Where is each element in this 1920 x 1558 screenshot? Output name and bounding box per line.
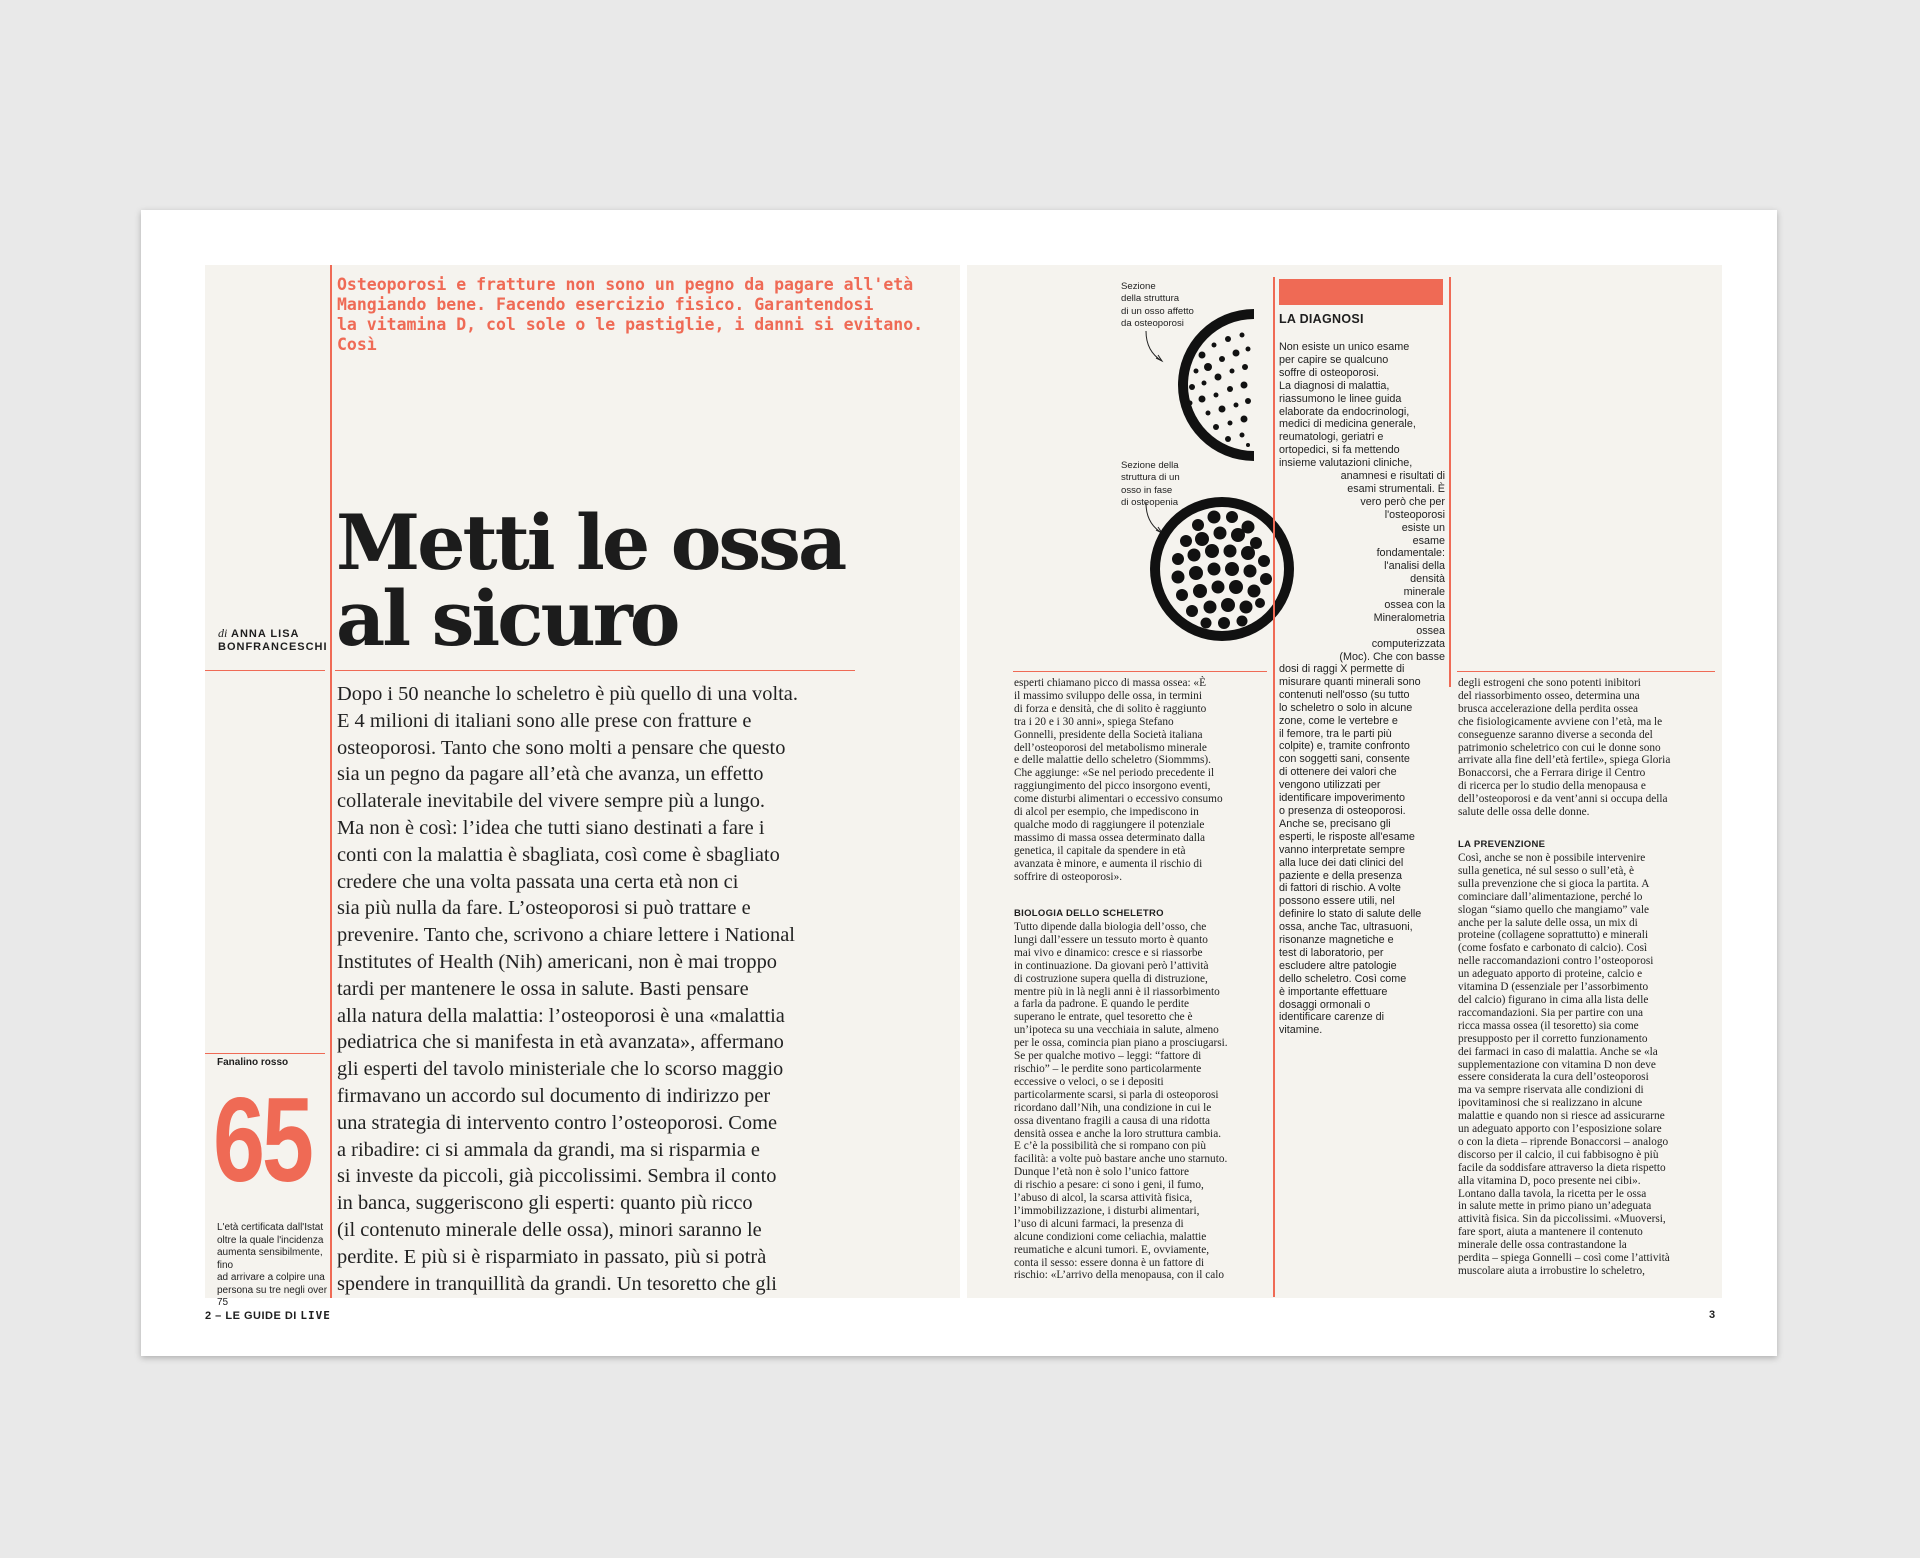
arrow-icon <box>1146 331 1162 361</box>
box-right-rule <box>1449 277 1451 687</box>
col1-text-1: esperti chiamano picco di massa ossea: «È il massimo sviluppo delle ossa, in termini di forza e densità, che di solito è raggiunto tra i 20 e i 30 anni», spiega Stefano Gonnelli, presidente della Società italiana dell’osteoporosi del metabolismo minerale e delle malattie dello scheletro (Siommms). Che aggiunge: «Se nel periodo precedente il raggiungimento del picco insorgono eventi, come disturbi alimentari o eccessivo consumo di alcol per esempio, che impediscono in qualche modo di raggiungere il potenziale massimo di massa ossea determinato dalla genetica, il capitale da spendere in età avanzata è minore, e aumenta il rischio di soffrire di osteoporosi». <box>1014 677 1223 883</box>
folio-left <box>205 1309 331 1322</box>
magazine-spread <box>141 210 1777 1356</box>
article-title: Metti le ossa al sicuro <box>336 498 845 663</box>
box-text-top: Non esiste un unico esame per capire se qualcuno soffre di osteoporosi. La diagnosi di malattia, riassumono le linee guida elaborate da endocrinologi, medici di medicina generale, reumatologi, geriatri e ortopedici, si fa mettendo insieme valutazioni cliniche, <box>1279 341 1416 470</box>
title-rule <box>335 670 855 671</box>
col1-text-2: Tutto dipende dalla biologia dell’osso, che lungi dall’essere un tessuto morto è quanto mai vivo e dinamico: cresce e si riassorbe in continuazione. Da giovani però l’attività di costruzione supera quella di distruzione, mentre più in là negli anni è il riassorbimento a farla da padrone. E quando le perdite superano le entrate, quel tesoretto che è un’ipoteca su una vecchiaia in salute, almeno per le ossa, comincia pian piano a prosciugarsi. Se per qualche motivo – leggi: “fattore di rischio” – le perdite sono particolarmente eccessive o veloci, o se i depositi particolarmente scarsi, si parla di osteoporosi ricordano dall’Nih, una condizione in cui le ossa diventano fragili a causa di una ridotta densità ossea e anche la loro struttura cambia. E c’è la possibilità che si rompano con più facilità: a volte può bastare anche uno starnuto. Dunque l’età non è solo l’unico fattore di rischio a pesare: ci sono i geni, il fumo, l’abuso di alcol, la scarsa attività fisica, l’immobilizzazione, i disturbi alimentari, l’uso di alcuni farmaci, la presenza di alcune condizioni come celiachia, malattie reumatiche e alcuni tumori. E, ovviamente, conta il sesso: essere donna è un fattore di rischio: «L’arrivo della menopausa, con il calo <box>1014 921 1228 1282</box>
sidebar-number: 65 <box>213 1073 311 1207</box>
col1-rule <box>1013 671 1267 672</box>
caption-osteopenia: Sezione della struttura di un osso in fase di osteopenia <box>1121 460 1180 508</box>
left-rule <box>330 265 332 1298</box>
right-page <box>967 265 1722 1321</box>
byline <box>218 627 328 654</box>
col3-rule <box>1457 671 1715 672</box>
left-page <box>205 265 960 1322</box>
osteoporosis-section <box>1178 309 1254 461</box>
byline-author: ANNA LISA BONFRANCESCHI <box>218 628 328 653</box>
sidebar-label: Fanalino rosso <box>217 1057 289 1068</box>
folio-brand: LIVE <box>300 1309 331 1322</box>
deck: Osteoporosi e fratture non sono un pegno da pagare all'età Mangiando bene. Facendo esercizio fisico. Garantendosi la vitamina D, col sole o le pastiglie, i danni si evitano. Così <box>337 275 924 354</box>
sidebar-rule <box>205 1053 325 1054</box>
bone-sections-illustration <box>1142 305 1282 645</box>
byline-prefix: di <box>218 626 228 640</box>
byline-rule <box>205 670 325 671</box>
box-text-bottom: dosi di raggi X permette di misurare quanti minerali sono contenuti nell'osso (su tutto lo scheletro o solo in alcune zone, come le vertebre e il femore, tra le parti più colpite) e, tramite confronto con soggetti sani, consente di ottenere dei valori che vengono utilizzati per identificare impoverimento o presenza di osteoporosi. Anche se, precisano gli esperti, le risposte all'esame vanno interpretate sempre alla luce dei dati clinici del paziente e della presenza di fattori di rischio. A volte possono essere utili, nel definire lo stato di salute delle ossa, anche Tac, ultrasuoni, risonanze magnetiche e test di laboratorio, per escludere altre patologie dello scheletro. Così come è importante effettuare dosaggi ormonali o identificare carenze di vitamine. <box>1279 663 1422 1037</box>
lead-text: Dopo i 50 neanche lo scheletro è più quello di una volta. E 4 milioni di italiani sono alle prese con fratture e osteoporosi. Tanto che sono molti a pensare che questo sia un pegno da pagare all’età che avanza, un effetto collaterale inevitabile del vivere sempre più a lungo. Ma non è così: l’idea che tutti siano destinati a fare i conti con la malattia è sbagliata, così come è sbagliato credere che una volta passata una certa età non ci sia più nulla da fare. L’osteoporosi si può trattare e prevenire. Tanto che, scrivono a chiare lettere i National Institutes of Health (Nih) americani, non è mai troppo tardi per mantenere le ossa in salute. Basti pensare alla natura della malattia: l’osteoporosi è una «malattia pediatrica che si manifesta in età avanzata», affermano gli esperti del tavolo ministeriale che lo scorso maggio firmavano un accordo sul documento di indirizzo per una strategia di intervento contro l’osteoporosi. Come a ribadire: ci si ammala da grandi, ma si risparmia e si investe da piccoli, già piccolissimi. Sembra il conto in banca, suggeriscono gli esperti: quanto più ricco (il contenuto minerale delle ossa), minori saranno le perdite. E più si è risparmiato in passato, più si potrà spendere in tranquillità da grandi. Un tesoretto che gli <box>337 683 798 1295</box>
col3-text-2: Così, anche se non è possibile intervenire sulla genetica, né sul sesso o sull’età, è sulla prevenzione che si gioca la partita. A cominciare dall’alimentazione, perché lo slogan “siamo quello che mangiamo” vale anche per la salute delle ossa, un mix di proteine (collagene soprattutto) e minerali (come fosfato e carbonato di calcio). Così nelle raccomandazioni contro l’osteoporosi un adeguato apporto di proteine, calcio e vitamina D (essenziale per l’assorbimento del calcio) figurano in cima alla lista delle raccomandazioni. Sia per partire con una ricca massa ossea (il tesoretto) sia come presupposto per il corretto funzionamento dei farmaci in caso di malattia. Anche se «la supplementazione con vitamina D non deve essere considerata la cura dell’osteoporosi ma va sempre riservata alle condizioni di ipovitaminosi che si realizzano in alcune malattie e quando non si riesce ad assicurarne un adeguato apporto con l’esposizione solare o con la dieta – riprende Bonaccorsi – analogo discorso per il calcio, il cui fabbisogno è più facile da soddisfare attraverso la dieta rispetto alla vitamina D, poco presente nei cibi». Lontano dalla tavola, la ricetta per le ossa in salute mette in primo piano un’adeguata attività fisica. Sin da piccolissimi. «Muoversi, fare sport, aiuta a mantenere il contenuto minerale delle ossa contrastandone la perdita – spiega Gonnelli – così come l’attività muscolare aiuta a irrobustire lo scheletro, <box>1458 852 1670 1277</box>
box-title: LA DIAGNOSI <box>1279 312 1364 326</box>
folio-prefix: 2 – LE GUIDE DI <box>205 1310 297 1322</box>
box-left-rule <box>1273 277 1275 1297</box>
sidebar-caption: L'età certificata dall'Istat oltre la quale l'incidenza aumenta sensibilmente, fino ad arrivare a colpire una persona su tre negli over 75 <box>217 1222 328 1308</box>
arrow-icon <box>1146 503 1162 533</box>
col3-text-1: degli estrogeni che sono potenti inibitori del riassorbimento osseo, determina una brusca accelerazione della perdita ossea che fisiologicamente avviene con l’età, ma le conseguenze saranno diverse a seconda del patrimonio scheletrico con cui le donne sono arrivate alla fine dell’età fertile», spiega Gloria Bonaccorsi, che a Ferrara dirige il Centro di ricerca per lo studio della menopausa e dell’osteoporosi e da vent’anni si occupa della salute delle ossa delle donne. <box>1458 677 1671 819</box>
folio-right: 3 <box>1709 1309 1716 1321</box>
caption-osteoporosi: Sezione della struttura di un osso affetto da osteoporosi <box>1121 281 1194 329</box>
col1-heading: BIOLOGIA DELLO SCHELETRO <box>1014 908 1164 919</box>
box-header-bar <box>1279 279 1443 305</box>
box-text-wrap: anamnesi e risultati di esami strumentali. È vero però che per l'osteoporosi esiste un esame fondamentale: l'analisi della densità minerale ossea con la Mineralometria ossea computerizzata (Moc). Che con basse <box>1339 470 1445 663</box>
col3-heading: LA PREVENZIONE <box>1458 839 1546 850</box>
